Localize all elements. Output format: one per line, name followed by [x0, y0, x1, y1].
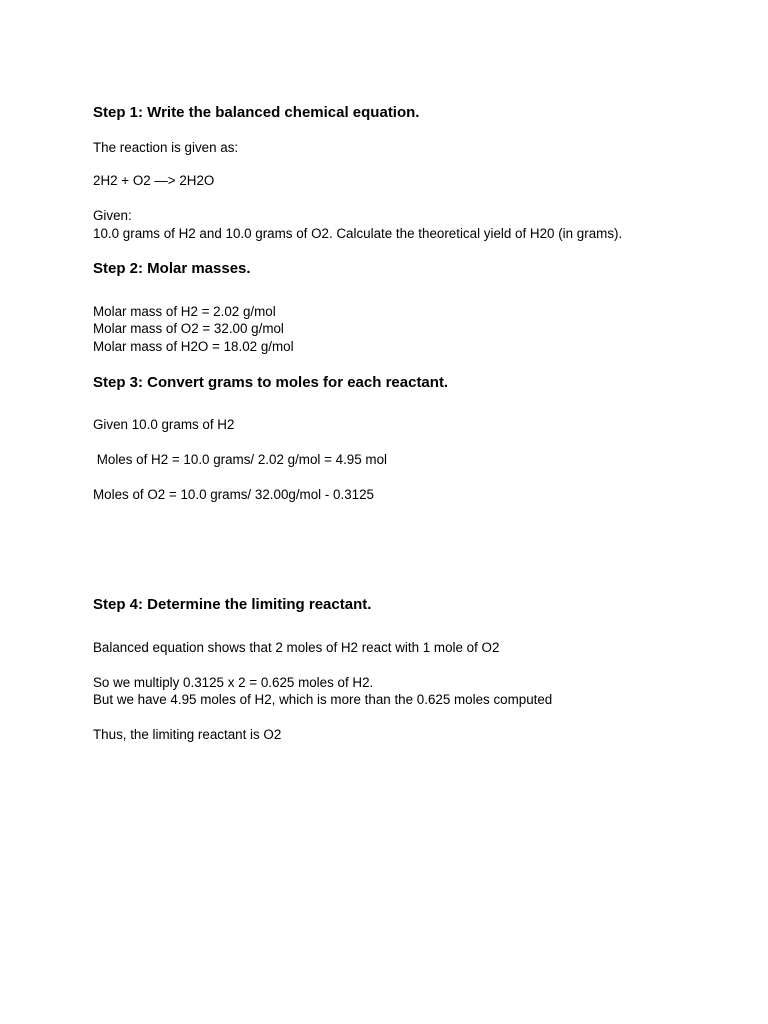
step2-molar-mass-o2: Molar mass of O2 = 32.00 g/mol: [93, 321, 284, 336]
step4-heading: Step 4: Determine the limiting reactant.: [93, 596, 372, 613]
step3-given: Given 10.0 grams of H2: [93, 417, 235, 432]
step2-heading: Step 2: Molar masses.: [93, 260, 251, 277]
step3-moles-h2: Moles of H2 = 10.0 grams/ 2.02 g/mol = 4.95 mol: [93, 452, 387, 467]
step4-ratio: Balanced equation shows that 2 moles of H2 react with 1 mole of O2: [93, 640, 500, 655]
step1-intro: The reaction is given as:: [93, 140, 239, 155]
step2-molar-mass-h2: Molar mass of H2 = 2.02 g/mol: [93, 304, 276, 319]
step4-compare: But we have 4.95 moles of H2, which is more than the 0.625 moles computed: [93, 692, 553, 707]
step3-heading: Step 3: Convert grams to moles for each reactant.: [93, 374, 449, 391]
step1-given-text: 10.0 grams of H2 and 10.0 grams of O2. Calculate the theoretical yield of H20 (in grams).: [93, 226, 623, 241]
step3-moles-o2: Moles of O2 = 10.0 grams/ 32.00g/mol - 0.3125: [93, 487, 374, 502]
step4-multiply: So we multiply 0.3125 x 2 = 0.625 moles of H2.: [93, 675, 374, 690]
step1-equation: 2H2 + O2 —> 2H2O: [93, 173, 215, 188]
step4-conclusion: Thus, the limiting reactant is O2: [93, 727, 282, 742]
step1-heading: Step 1: Write the balanced chemical equation.: [93, 104, 420, 121]
step1-given-label: Given:: [93, 208, 132, 223]
step2-molar-mass-h2o: Molar mass of H2O = 18.02 g/mol: [93, 339, 294, 354]
